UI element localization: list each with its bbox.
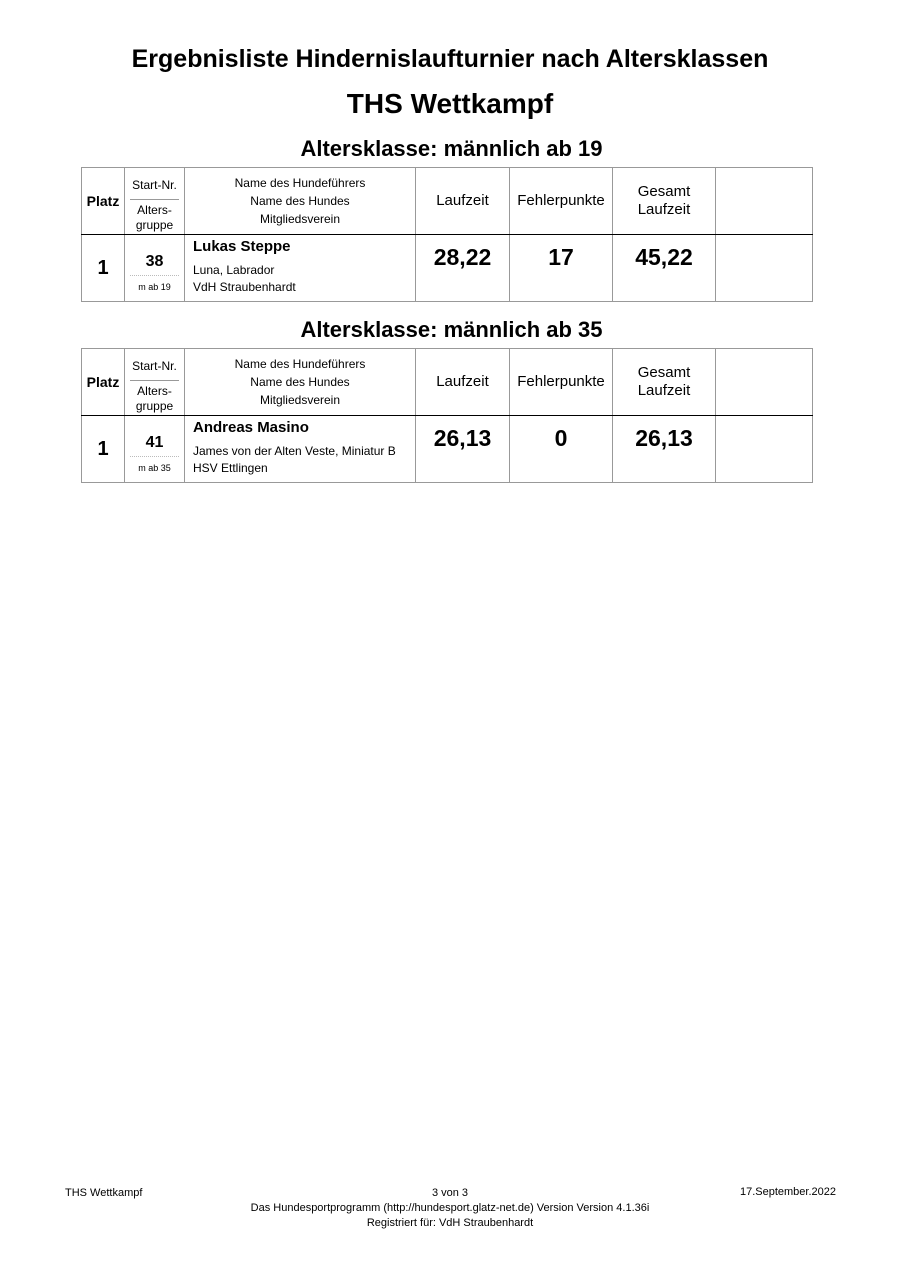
cell-faults: 17 — [510, 235, 613, 302]
table-row — [82, 416, 813, 483]
header-total-text: Gesamt Laufzeit — [637, 183, 691, 218]
section-maennlich-ab-19 — [81, 134, 812, 302]
cell-start-no: 41 — [125, 425, 184, 457]
cell-total: 26,13 — [613, 416, 716, 483]
footer-registered: Registriert für: VdH Straubenhardt — [366, 1217, 534, 1229]
cell-start-no: 38 — [125, 244, 184, 276]
table-header-row — [82, 349, 813, 416]
cell-runtime: 26,13 — [416, 416, 510, 483]
header-name — [185, 349, 416, 416]
header-age-group: Alters-gruppe — [135, 383, 174, 413]
cell-club: HSV Ettlingen — [193, 461, 268, 475]
table-header-row — [82, 168, 813, 235]
cell-age-group: m ab 19 — [138, 282, 171, 292]
cell-faults: 0 — [510, 416, 613, 483]
cell-platz: 1 — [82, 416, 125, 483]
cell-name — [185, 416, 416, 483]
section-heading: Altersklasse: männlich ab 19 — [300, 136, 603, 161]
header-runtime: Laufzeit — [416, 349, 510, 416]
header-handler: Name des Hundeführers — [234, 357, 366, 371]
cell-extra — [716, 416, 813, 483]
header-start-no: Start-Nr. — [125, 351, 184, 381]
cell-dog: Luna, Labrador — [193, 263, 275, 277]
footer-program: Das Hundesportprogramm (http://hundesport.glatz-net.de) Version Version 4.1.36i — [250, 1202, 650, 1214]
cell-total: 45,22 — [613, 235, 716, 302]
cell-platz: 1 — [82, 235, 125, 302]
header-total — [613, 168, 716, 235]
cell-age-group: m ab 35 — [138, 463, 171, 473]
header-dog: Name des Hundes — [250, 194, 350, 208]
page-title: Ergebnisliste Hindernislaufturnier nach Altersklassen — [131, 45, 769, 73]
cell-start-age — [125, 235, 185, 302]
header-start-age — [125, 349, 185, 416]
results-table — [81, 348, 813, 483]
header-club: Mitgliedsverein — [259, 393, 341, 407]
header-start-age — [125, 168, 185, 235]
table-row — [82, 235, 813, 302]
header-start-no: Start-Nr. — [125, 170, 184, 200]
header-handler: Name des Hundeführers — [234, 176, 366, 190]
cell-extra — [716, 235, 813, 302]
header-age-group: Alters-gruppe — [135, 202, 174, 232]
cell-handler: Andreas Masino — [193, 419, 309, 436]
header-total-text: Gesamt Laufzeit — [637, 364, 691, 399]
header-runtime: Laufzeit — [416, 168, 510, 235]
cell-runtime: 28,22 — [416, 235, 510, 302]
cell-start-age — [125, 416, 185, 483]
cell-name — [185, 235, 416, 302]
header-platz: Platz — [82, 349, 125, 416]
results-table — [81, 167, 813, 302]
header-extra — [716, 168, 813, 235]
section-maennlich-ab-35 — [81, 315, 812, 483]
header-platz: Platz — [82, 168, 125, 235]
cell-dog: James von der Alten Veste, Miniatur B — [193, 444, 396, 458]
footer-event: THS Wettkampf — [65, 1187, 143, 1199]
header-dog: Name des Hundes — [250, 375, 350, 389]
header-club: Mitgliedsverein — [259, 212, 341, 226]
footer-page-number: 3 von 3 — [431, 1187, 469, 1199]
header-faults: Fehlerpunkte — [510, 168, 613, 235]
header-name — [185, 168, 416, 235]
cell-club: VdH Straubenhardt — [193, 280, 296, 294]
event-title: THS Wettkampf — [346, 88, 554, 119]
footer-date: 17.September.2022 — [739, 1186, 836, 1198]
cell-handler: Lukas Steppe — [193, 238, 291, 255]
header-faults: Fehlerpunkte — [510, 349, 613, 416]
section-heading: Altersklasse: männlich ab 35 — [300, 317, 603, 342]
header-extra — [716, 349, 813, 416]
header-total — [613, 349, 716, 416]
